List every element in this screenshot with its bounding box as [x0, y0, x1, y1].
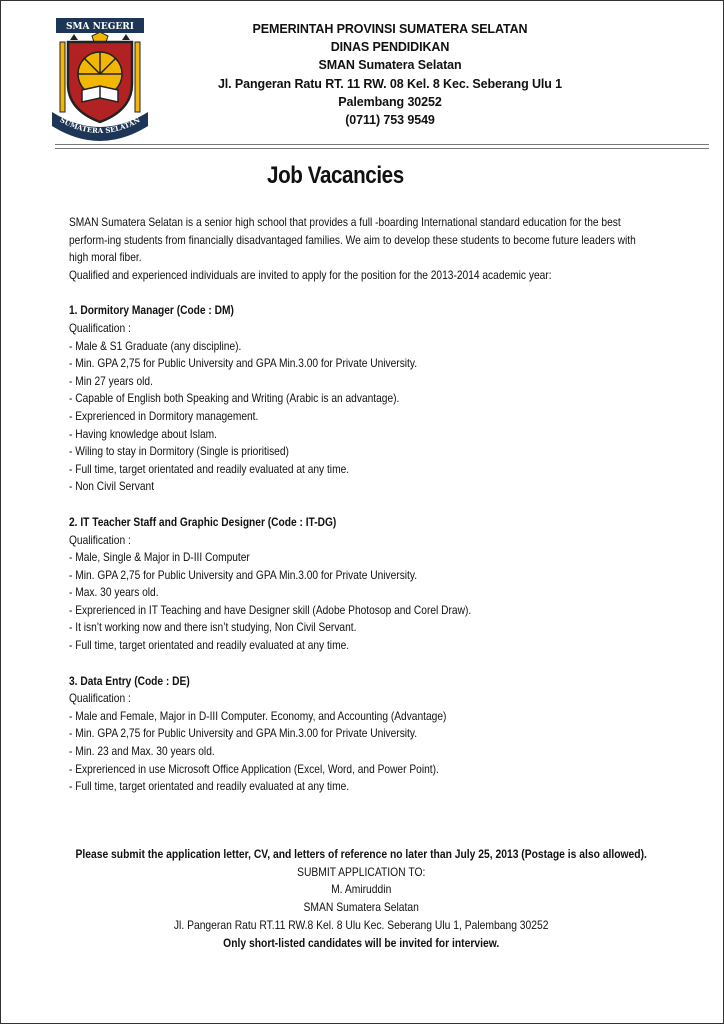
position-section: [69, 673, 656, 796]
list-item: - Min. GPA 2,75 for Public University and GPA Min.3.00 for Private University.: [69, 356, 418, 371]
list-item: - Exprerienced in IT Teaching and have Designer skill (Adobe Photosop and Corel Draw).: [69, 602, 472, 617]
deadline-notice: Please submit the application letter, CV, and letters of reference no later than July 25, 2013 (Postage is also allowed).: [75, 847, 647, 861]
position-title: 3. Data Entry (Code : DE): [69, 673, 190, 688]
letterhead: [160, 20, 620, 129]
school-logo: [48, 14, 152, 144]
list-item: - It isn’t working now and there isn’t studying, Non Civil Servant.: [69, 620, 357, 635]
list-item: - Male and Female, Major in D-III Computer. Economy, and Accounting (Advantage): [69, 708, 447, 723]
list-item: - Capable of English both Speaking and Writing (Arabic is an advantage).: [69, 391, 400, 406]
list-item: - Min. 23 and Max. 30 years old.: [69, 744, 215, 759]
qualification-label: Qualification :: [69, 532, 131, 547]
list-item: - Full time, target orientated and readily evaluated at any time.: [69, 638, 350, 653]
list-item: - Max. 30 years old.: [69, 585, 159, 600]
letterhead-city: Palembang 30252: [338, 94, 442, 109]
torch-icon: [60, 42, 65, 112]
letterhead-department: DINAS PENDIDIKAN: [330, 40, 450, 55]
list-item: - Full time, target orientated and readily evaluated at any time.: [69, 779, 350, 794]
list-item: - Min 27 years old.: [69, 373, 153, 388]
header-divider: [55, 144, 709, 145]
letterhead-phone: (0711) 753 9549: [345, 113, 435, 128]
recipient-address: Jl. Pangeran Ratu RT.11 RW.8 Kel. 8 Ulu Kec. Seberang Ulu 1, Palembang 30252: [173, 917, 549, 932]
recipient-school: SMAN Sumatera Selatan: [303, 900, 419, 915]
intro-paragraph: SMAN Sumatera Selatan is a senior high school that provides a full -boarding International standard education for the best perform-ing students from financially disadvantaged families. We aim to develop these students to become future leaders with high moral fiber.: [69, 215, 636, 265]
logo-top-text: SMA NEGERI: [66, 22, 134, 32]
qualification-list: [69, 338, 656, 496]
letterhead-school: SMAN Sumatera Selatan: [318, 58, 462, 73]
position-section: [69, 302, 656, 496]
list-item: - Non Civil Servant: [69, 479, 155, 494]
qualification-list: [69, 708, 656, 796]
letterhead-government: PEMERINTAH PROVINSI SUMATERA SELATAN: [252, 22, 528, 36]
application-footer: [0, 846, 722, 952]
crown-icon: [92, 32, 108, 42]
list-item: - Full time, target orientated and readily evaluated at any time.: [69, 461, 350, 476]
list-item: - Male & S1 Graduate (any discipline).: [69, 338, 242, 353]
torch-icon: [135, 42, 140, 112]
qualification-label: Qualification :: [69, 691, 131, 706]
shortlist-note: Only short-listed candidates will be invited for interview.: [223, 935, 500, 950]
recipient-name: M. Amiruddin: [331, 882, 392, 897]
list-item: - Having knowledge about Islam.: [69, 426, 217, 441]
position-section: [69, 514, 656, 655]
submit-to-label: SUBMIT APPLICATION TO:: [297, 864, 426, 879]
intro-invitation: Qualified and experienced individuals are invited to apply for the position for the 2013-2014 academic year:: [69, 267, 552, 282]
page-title: Job Vacancies: [267, 162, 404, 189]
list-item: - Min. GPA 2,75 for Public University and GPA Min.3.00 for Private University.: [69, 726, 418, 741]
position-title: 2. IT Teacher Staff and Graphic Designer (Code : IT-DG): [69, 514, 337, 529]
logo-bottom-text: SUMATERA SELATAN: [58, 115, 142, 136]
vacancy-content: [69, 214, 656, 796]
qualification-list: [69, 549, 656, 655]
list-item: - Wiling to stay in Dormitory (Single is prioritised): [69, 444, 289, 459]
qualification-label: Qualification :: [69, 320, 131, 335]
list-item: - Exprerienced in use Microsoft Office Application (Excel, Word, and Power Point).: [69, 761, 439, 776]
header-divider: [55, 148, 709, 149]
letterhead-address: Jl. Pangeran Ratu RT. 11 RW. 08 Kel. 8 Kec. Seberang Ulu 1: [217, 76, 563, 91]
list-item: - Min. GPA 2,75 for Public University and GPA Min.3.00 for Private University.: [69, 567, 418, 582]
position-title: 1. Dormitory Manager (Code : DM): [69, 303, 234, 318]
list-item: - Male, Single & Major in D-III Computer: [69, 550, 250, 565]
list-item: - Exprerienced in Dormitory management.: [69, 408, 259, 423]
